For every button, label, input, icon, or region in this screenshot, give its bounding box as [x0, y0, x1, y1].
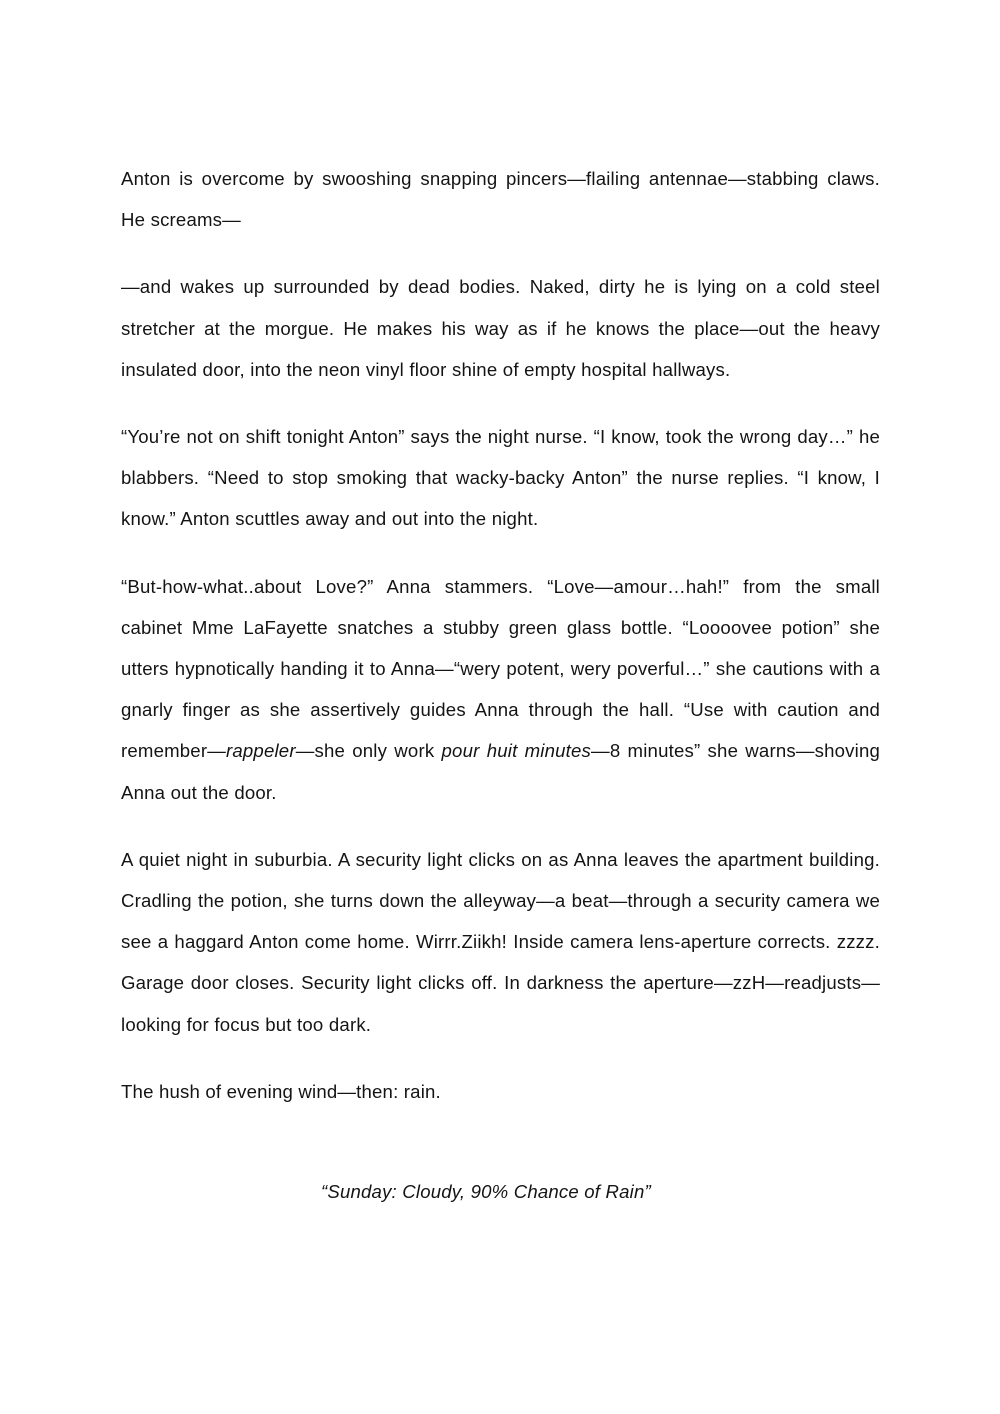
- closing-italic-line: “Sunday: Cloudy, 90% Chance of Rain”: [321, 1181, 651, 1203]
- paragraph-3: “You’re not on shift tonight Anton” says the night nurse. “I know, took the wrong day…” he blabbers. “Need to stop smoking that wacky-backy Anton” the nurse replies. “I know, I know.” Anton scuttles away and out into the night.: [121, 426, 880, 530]
- paragraph-4-italic-pour-huit-minutes: pour huit minutes: [441, 740, 592, 762]
- paragraph-2: —and wakes up surrounded by dead bodies. Naked, dirty he is lying on a cold steel stretcher at the morgue. He makes his way as if he knows the place—out the heavy insulated door, into the neon vinyl floor shine of empty hospital hallways.: [121, 276, 880, 380]
- paragraph-4-segment-3: —8 minutes” she warns—shoving Anna out the door.: [121, 740, 880, 803]
- paragraph-5: A quiet night in suburbia. A security light clicks on as Anna leaves the apartment building. Cradling the potion, she turns down the alleyway—a beat—through a security camera we see a haggard Anton come home. Wirrr.Ziikh! Inside camera lens-aperture corrects. zzzz. Garage door closes. Security light clicks off. In darkness the aperture—zzH—readjusts—looking for focus but too dark.: [121, 848, 880, 1035]
- closing-sentence-block: [121, 1071, 880, 1112]
- body-text-column: [121, 158, 880, 1212]
- paragraph-4-segment-2: —she only work: [295, 740, 442, 762]
- paragraph-4-italic-rappeler: rappeler: [226, 740, 296, 762]
- paragraph-4-segment-1: “But-how-what..about Love?” Anna stammers. “Love—amour…hah!” from the small cabinet Mme LaFayette snatches a stubby green glass bottle. “Loooovee potion” she utters hypnotically handing it to Anna—“wery potent, wery poverful…” she cautions with a gnarly finger as she assertively guides Anna through the hall. “Use with caution and remember—: [121, 575, 880, 762]
- paragraph-6: The hush of evening wind—then: rain.: [121, 1080, 441, 1102]
- paragraph-1: Anton is overcome by swooshing snapping pincers—flailing antennae—stabbing claws. He screams—: [121, 168, 880, 231]
- paragraph-4: [121, 566, 880, 813]
- closing-spacer: [121, 1112, 880, 1171]
